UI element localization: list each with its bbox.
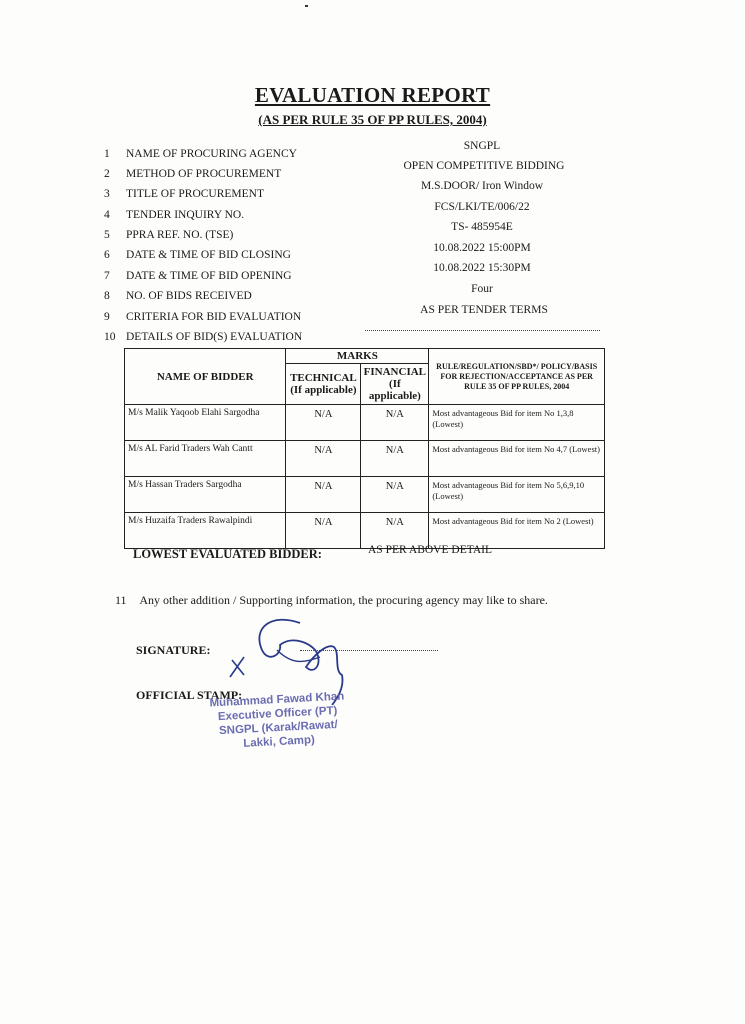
bidder-name: M/s Malik Yaqoob Elahi Sargodha — [125, 405, 286, 441]
field-value: Four — [471, 283, 493, 295]
stamp-line-3: SNGPL (Karak/Rawat/ — [218, 718, 338, 738]
field-label: TITLE OF PROCUREMENT — [126, 188, 264, 200]
official-stamp-label: OFFICIAL STAMP: — [136, 688, 243, 702]
table-row — [125, 441, 605, 477]
rule-header: RULE/REGULATION/SBD*/ POLICY/BASIS FOR REJECTION/ACCEPTANCE AS PER RULE 35 OF PP RULES, 2004 — [429, 349, 605, 405]
other-number: 11 — [115, 593, 127, 607]
field-label: TENDER INQUIRY NO. — [126, 209, 245, 221]
financial-mark: N/A — [361, 477, 429, 513]
field-value: FCS/LKI/TE/006/22 — [434, 201, 530, 213]
evaluation-basis: Most advantageous Bid for item No 1,3,8 (Lowest) — [429, 405, 605, 441]
field-label: DATE & TIME OF BID CLOSING — [126, 249, 291, 261]
field-value: AS PER TENDER TERMS — [420, 304, 548, 316]
field-value: M.S.DOOR/ Iron Window — [421, 180, 543, 192]
name-of-bidder-header: NAME OF BIDDER — [125, 349, 286, 405]
technical-mark: N/A — [286, 405, 361, 441]
stamp-line-1: Muhammad Fawad Khan — [209, 690, 345, 710]
bidder-name: M/s Huzaifa Traders Rawalpindi — [125, 513, 286, 549]
financial-mark: N/A — [361, 513, 429, 549]
technical-mark: N/A — [286, 477, 361, 513]
official-stamp — [197, 689, 360, 753]
field-number: 6 — [104, 249, 110, 261]
financial-header: FINANCIAL (If applicable) — [361, 364, 429, 405]
field-number: 9 — [104, 311, 110, 323]
bidder-name: M/s AL Farid Traders Wah Cantt — [125, 441, 286, 477]
table-row — [125, 477, 605, 513]
financial-mark: N/A — [361, 405, 429, 441]
details-dotted-line — [365, 324, 600, 331]
field-label: DETAILS OF BID(S) EVALUATION — [126, 331, 303, 343]
field-value: OPEN COMPETITIVE BIDDING — [403, 160, 565, 172]
field-label: NO. OF BIDS RECEIVED — [126, 290, 252, 302]
signature-label: SIGNATURE: — [136, 643, 211, 657]
financial-mark: N/A — [361, 441, 429, 477]
marks-header: MARKS — [286, 349, 429, 364]
field-row — [104, 331, 624, 347]
evaluation-table — [124, 348, 605, 549]
stamp-line-4: Lakki, Camp) — [243, 734, 316, 750]
report-header — [0, 83, 745, 128]
report-subtitle: (AS PER RULE 35 OF PP RULES, 2004) — [258, 112, 487, 127]
field-number: 4 — [104, 209, 110, 221]
table-body — [125, 405, 605, 549]
field-number: 8 — [104, 290, 110, 302]
field-label: NAME OF PROCURING AGENCY — [126, 148, 297, 160]
field-value: TS- 485954E — [451, 221, 513, 233]
stamp-line-2: Executive Officer (PT) — [217, 704, 338, 724]
technical-header: TECHNICAL (If applicable) — [286, 364, 361, 405]
table-row — [125, 405, 605, 441]
field-number: 7 — [104, 270, 110, 282]
report-title: EVALUATION REPORT — [254, 83, 491, 107]
field-number: 1 — [104, 148, 110, 160]
field-label: METHOD OF PROCUREMENT — [126, 168, 282, 180]
field-value: 10.08.2022 15:00PM — [433, 242, 531, 254]
bidder-name: M/s Hassan Traders Sargodha — [125, 477, 286, 513]
field-value: SNGPL — [463, 140, 501, 152]
scan-speck — [305, 5, 308, 7]
lowest-bidder-label: LOWEST EVALUATED BIDDER: — [133, 547, 322, 561]
evaluation-basis: Most advantageous Bid for item No 2 (Lowest) — [429, 513, 605, 549]
field-value: 10.08.2022 15:30PM — [433, 262, 531, 274]
field-number: 5 — [104, 229, 110, 241]
lowest-bidder — [133, 544, 492, 562]
other-text: Any other addition / Supporting information, the procuring agency may like to share. — [139, 593, 548, 607]
field-label: DATE & TIME OF BID OPENING — [126, 270, 292, 282]
field-number: 10 — [104, 331, 116, 343]
technical-mark: N/A — [286, 441, 361, 477]
field-label: CRITERIA FOR BID EVALUATION — [126, 311, 302, 323]
field-number: 3 — [104, 188, 110, 200]
field-number: 2 — [104, 168, 110, 180]
evaluation-basis: Most advantageous Bid for item No 4,7 (Lowest) — [429, 441, 605, 477]
technical-mark: N/A — [286, 513, 361, 549]
lowest-bidder-value: AS PER ABOVE DETAIL — [368, 544, 492, 556]
field-label: PPRA REF. NO. (TSE) — [126, 229, 234, 241]
table-row — [125, 513, 605, 549]
evaluation-basis: Most advantageous Bid for item No 5,6,9,10 (Lowest) — [429, 477, 605, 513]
